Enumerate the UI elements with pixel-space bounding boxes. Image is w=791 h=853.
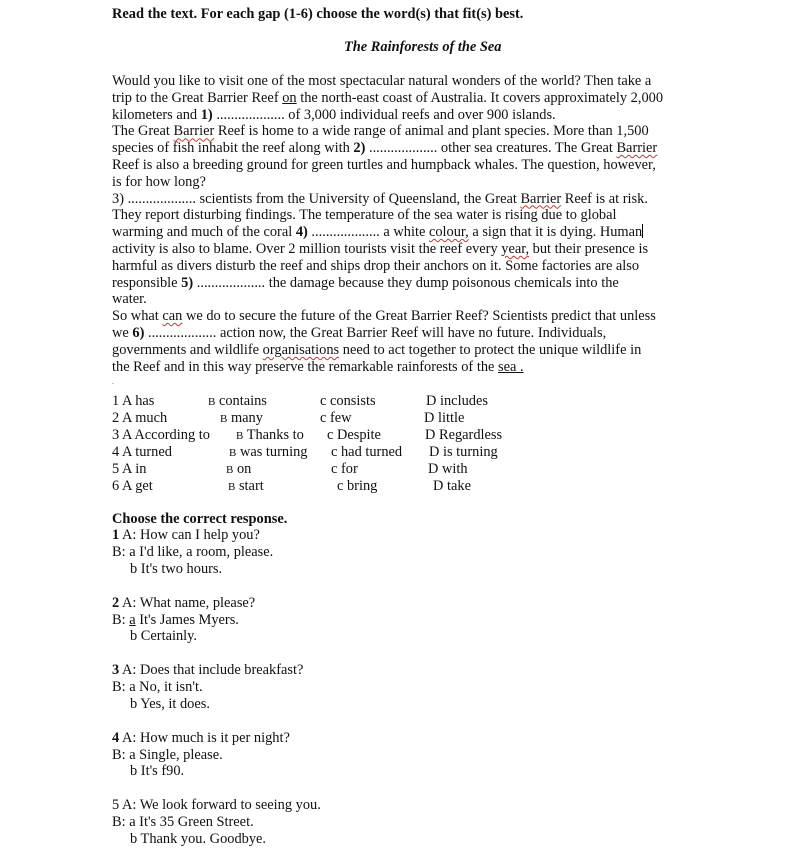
- passage-text: Reef is home to a wide range of animal and plant species. More than 1,500: [214, 123, 649, 140]
- passage-line: [112, 275, 682, 292]
- response-text: It's James Myers.: [135, 612, 239, 628]
- option-c[interactable]: c for: [331, 461, 358, 477]
- passage-line: [112, 90, 682, 107]
- passage-title: The Rainforests of the Sea: [344, 39, 502, 55]
- option-a[interactable]: 2 A much: [112, 410, 168, 426]
- gap-2-marker: 2): [353, 140, 366, 157]
- passage-line: [112, 291, 682, 308]
- dialogue-question: [112, 797, 321, 814]
- passage-line: [112, 224, 682, 241]
- option-b-letter: B: [220, 413, 228, 425]
- option-b-text: start: [238, 478, 264, 494]
- dialogue-question: [112, 662, 303, 679]
- option-b[interactable]: [220, 410, 263, 428]
- passage-line: [112, 308, 682, 325]
- passage-text: warming and much of the coral: [112, 224, 296, 241]
- gap-6-blank[interactable]: ................... action now, the Great Barrier Reef will have no future. Individuals,: [144, 324, 607, 341]
- passage-line: [112, 174, 682, 191]
- reading-passage: [112, 73, 682, 375]
- passage-text: activity is also to blame. Over 2 million tourists visit the reef every: [112, 240, 502, 257]
- option-b-letter: B: [236, 430, 244, 442]
- grammar-underline-word: sea .: [498, 358, 524, 375]
- option-a[interactable]: 1 A has: [112, 393, 155, 409]
- grammar-underline-word: on: [282, 89, 297, 106]
- option-a[interactable]: 3 A According to: [112, 427, 210, 443]
- spellcheck-word: organisations: [262, 341, 340, 358]
- option-c[interactable]: c consists: [320, 393, 376, 409]
- passage-text: Reef is also a breeding ground for green turtles and humpback whales. The question, however,: [112, 156, 656, 173]
- dialogue-question: [112, 527, 260, 544]
- dialogue-number: 1: [112, 527, 120, 543]
- spellcheck-word: Barrier: [616, 140, 658, 157]
- option-a[interactable]: 6 A get: [112, 478, 153, 494]
- dialogue-number: 4: [112, 730, 120, 746]
- option-c[interactable]: c bring: [337, 478, 378, 494]
- response-option-b[interactable]: b Yes, it does.: [130, 696, 210, 712]
- passage-text: They report disturbing findings. The temperature of the sea water is rising due to global: [112, 207, 617, 224]
- text-cursor: [642, 224, 643, 238]
- passage-text: The Great: [112, 123, 174, 140]
- gap-1-blank[interactable]: ................... of 3,000 individual reefs and over 900 islands.: [212, 106, 556, 123]
- option-b[interactable]: [208, 393, 267, 411]
- passage-text: So what: [112, 308, 163, 325]
- gap-1-marker: 1): [200, 106, 213, 123]
- passage-text: is for how long?: [112, 173, 206, 190]
- dialogue-number: 5: [112, 797, 120, 813]
- passage-line: [112, 258, 682, 275]
- spellcheck-word: year,: [501, 240, 530, 257]
- response-option-b[interactable]: b Certainly.: [130, 628, 198, 644]
- option-letter: a: [129, 612, 136, 628]
- option-b-letter: B: [229, 447, 237, 459]
- option-b-text: on: [236, 461, 252, 477]
- passage-text: we: [112, 324, 133, 341]
- passage-text: responsible: [112, 274, 182, 291]
- speaker-label: B:: [112, 612, 130, 628]
- passage-text: we do to secure the future of the Great Barrier Reef? Scientists predict that unless: [182, 308, 656, 325]
- option-b-text: Thanks to: [246, 427, 304, 443]
- passage-text: species of fish inhabit the reef along with: [112, 140, 354, 157]
- gap-6-marker: 6): [132, 324, 145, 341]
- dialogue-prompt: A: Does that include breakfast?: [119, 662, 304, 678]
- section-2-heading: Choose the correct response.: [112, 511, 288, 527]
- passage-text: Reef is at risk.: [561, 190, 648, 207]
- option-b-letter: B: [226, 464, 234, 476]
- option-c[interactable]: c had turned: [331, 444, 403, 460]
- response-option-a[interactable]: B: a Single, please.: [112, 747, 223, 763]
- option-a[interactable]: 5 A in: [112, 461, 147, 477]
- passage-text: a sign that it is dying. Human: [468, 224, 643, 241]
- response-option-b[interactable]: b It's f90.: [130, 763, 185, 779]
- option-b[interactable]: [229, 444, 308, 462]
- passage-line: [112, 191, 682, 208]
- dialogue-prompt: A: How can I help you?: [119, 527, 260, 543]
- passage-text: harmful as divers disturb the reef and ships drop their anchors on it. Some factories are also: [112, 257, 640, 274]
- passage-line: [112, 73, 682, 90]
- response-option-b[interactable]: b Thank you. Goodbye.: [130, 831, 267, 847]
- passage-line: [112, 123, 682, 140]
- dialogue-number: 3: [112, 662, 120, 678]
- passage-line: [112, 342, 682, 359]
- response-option-a[interactable]: B: a It's 35 Green Street.: [112, 814, 254, 830]
- option-d[interactable]: D with: [428, 461, 468, 477]
- spellcheck-word: Barrier: [520, 190, 562, 207]
- spellcheck-word: Barrier: [173, 123, 215, 140]
- passage-text: Would you like to visit one of the most spectacular natural wonders of the world? Then take a: [112, 73, 652, 89]
- option-d[interactable]: D Regardless: [425, 427, 503, 443]
- dialogue-prompt: A: How much is it per night?: [119, 730, 290, 746]
- passage-line: [112, 325, 682, 342]
- option-b-text: many: [230, 410, 263, 426]
- gap-5-blank[interactable]: ................... the damage because they dump poisonous chemicals into the: [193, 274, 619, 291]
- option-d[interactable]: D little: [424, 410, 465, 426]
- option-d[interactable]: D includes: [426, 393, 488, 409]
- gap-3-blank[interactable]: 3) ................... scientists from the University of Queensland, the Great: [112, 190, 521, 207]
- option-d[interactable]: D take: [433, 478, 471, 494]
- gap-2-blank[interactable]: ................... other sea creatures. The Great: [365, 140, 617, 157]
- option-c[interactable]: c few: [320, 410, 352, 426]
- passage-line: [112, 107, 682, 124]
- dialogue-question: [112, 595, 255, 612]
- option-b[interactable]: [228, 478, 264, 496]
- passage-line: [112, 241, 682, 258]
- passage-line: [112, 157, 682, 174]
- spellcheck-word: can: [162, 308, 183, 325]
- dialogue-prompt: A: We look forward to seeing you.: [119, 797, 321, 813]
- passage-text: the north-east coast of Australia. It covers approximately 2,000: [296, 89, 664, 106]
- option-a[interactable]: 4 A turned: [112, 444, 172, 460]
- passage-line: [112, 207, 682, 224]
- passage-line: [112, 140, 682, 157]
- response-option-a[interactable]: [112, 612, 239, 629]
- response-option-a[interactable]: B: a No, it isn't.: [112, 679, 203, 695]
- gap-4-blank[interactable]: ................... a white: [307, 224, 429, 241]
- passage-text: need to act together to protect the unique wildlife in: [339, 341, 642, 358]
- dialogue-question: [112, 730, 290, 747]
- passage-text: water.: [112, 291, 147, 308]
- gap-4-marker: 4): [295, 224, 308, 241]
- passage-text: the Reef and in this way preserve the remarkable rainforests of the: [112, 358, 498, 375]
- dialogue-number: 2: [112, 595, 120, 611]
- option-d[interactable]: D is turning: [429, 444, 498, 460]
- stray-dot: .: [112, 377, 114, 386]
- passage-text: governments and wildlife: [112, 341, 263, 358]
- response-option-a[interactable]: B: a I'd like, a room, please.: [112, 544, 274, 560]
- passage-line: [112, 359, 682, 376]
- dialogue-prompt: A: What name, please?: [119, 595, 256, 611]
- response-option-b[interactable]: b It's two hours.: [130, 561, 223, 577]
- option-b-text: was turning: [239, 444, 308, 460]
- option-b-letter: B: [228, 481, 236, 493]
- option-b[interactable]: [226, 461, 251, 479]
- option-c[interactable]: c Despite: [327, 427, 381, 443]
- gap-5-marker: 5): [181, 274, 194, 291]
- option-b-text: contains: [218, 393, 267, 409]
- instruction-heading: Read the text. For each gap (1-6) choose the word(s) that fit(s) best.: [112, 6, 524, 22]
- passage-text: but their presence is: [529, 240, 649, 257]
- option-b[interactable]: [236, 427, 304, 445]
- spellcheck-word: colour,: [428, 224, 469, 241]
- passage-text: trip to the Great Barrier Reef: [112, 89, 283, 106]
- option-b-letter: B: [208, 396, 216, 408]
- passage-text: kilometers and: [112, 106, 201, 123]
